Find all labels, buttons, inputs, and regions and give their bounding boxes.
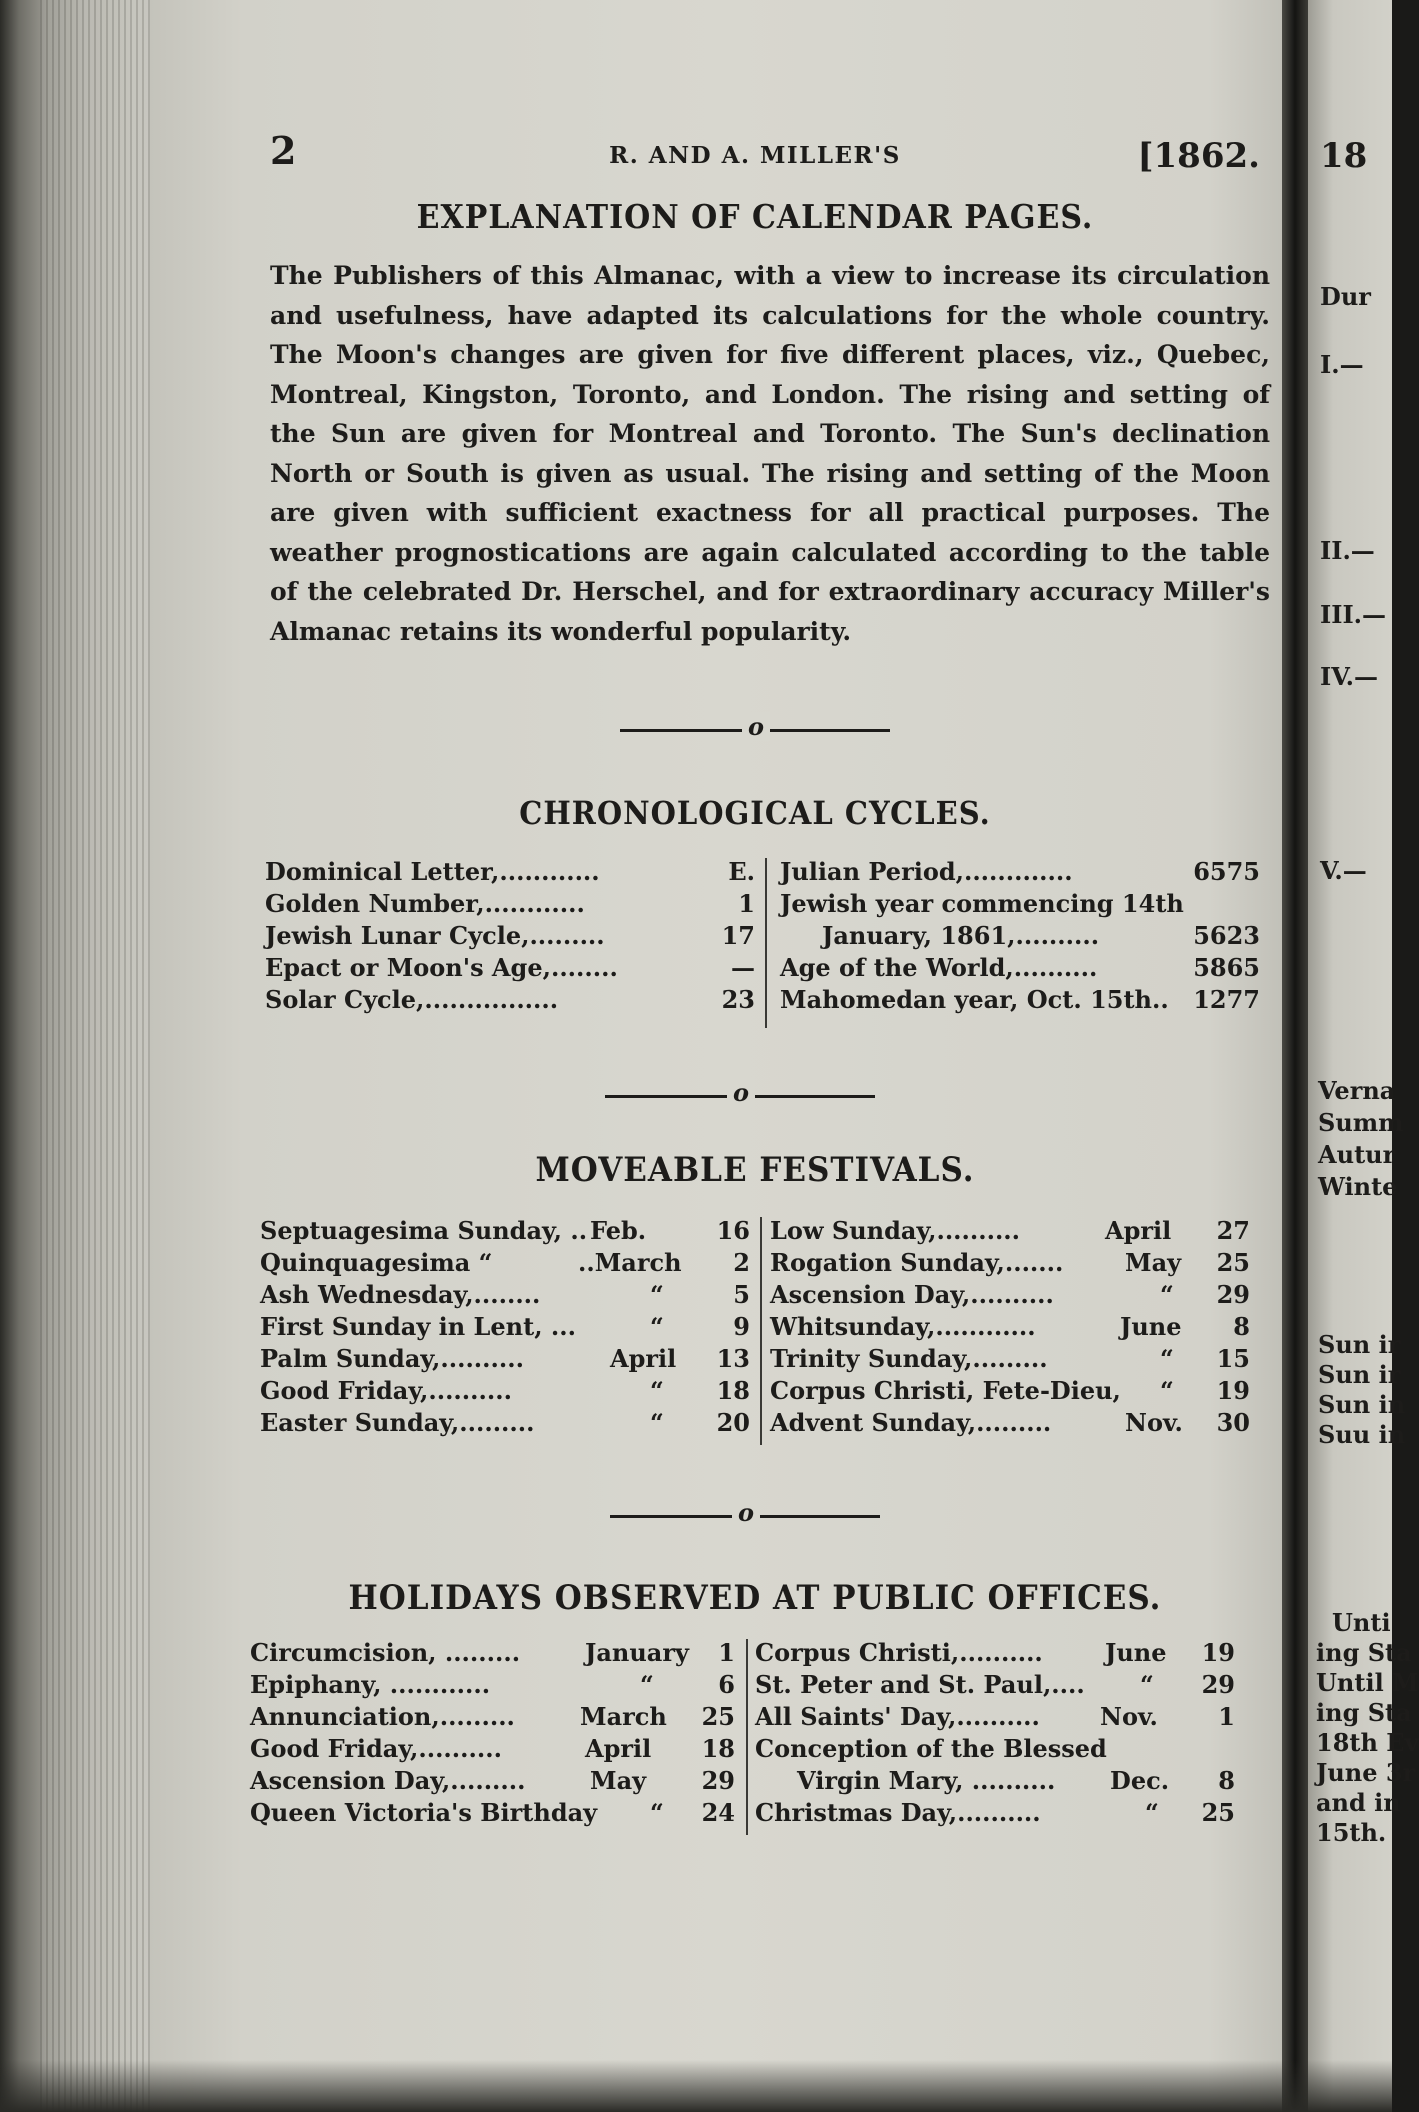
holiday-label: St. Peter and St. Paul,.... [755, 1670, 1085, 1699]
festival-month: April [610, 1344, 677, 1373]
cycle-value: E. [728, 857, 755, 886]
festival-day: 25 [1216, 1248, 1250, 1277]
holiday-day: 1 [718, 1638, 735, 1667]
cycle-label: Age of the World,.......... [780, 953, 1098, 982]
cycle-value: 1 [738, 889, 755, 918]
list-item [250, 1765, 735, 1797]
cycle-label: Mahomedan year, Oct. 15th.. [780, 985, 1169, 1014]
cycle-value: 6575 [1193, 857, 1260, 886]
next-page-line: Unti [1332, 1608, 1391, 1637]
festival-day: 18 [716, 1376, 750, 1405]
list-item [260, 1215, 750, 1247]
list-item [250, 1637, 735, 1669]
festival-month: April [1105, 1216, 1172, 1245]
column-rule [765, 858, 767, 1028]
holiday-day: 25 [1201, 1798, 1235, 1827]
festival-month: “ [650, 1280, 664, 1309]
cycle-label: Golden Number,............ [265, 889, 585, 918]
festival-day: 30 [1216, 1408, 1250, 1437]
cycle-value: 1277 [1193, 985, 1260, 1014]
next-page-line: 15th. [1316, 1818, 1387, 1847]
holiday-day: 19 [1201, 1638, 1235, 1667]
holiday-label: Ascension Day,......... [250, 1766, 526, 1795]
next-page-line: ing Sta [1316, 1698, 1412, 1727]
list-item [780, 920, 1260, 952]
holiday-day: 18 [701, 1734, 735, 1763]
cycle-value: 17 [721, 921, 755, 950]
festival-month: “ [1160, 1344, 1174, 1373]
list-item [260, 1311, 750, 1343]
holiday-label: Annunciation,......... [250, 1702, 515, 1731]
festivals-right-column [770, 1215, 1250, 1439]
list-item [265, 952, 755, 984]
festival-label: Ascension Day,.......... [770, 1280, 1054, 1309]
list-item [260, 1407, 750, 1439]
next-page-line: Summ [1318, 1108, 1404, 1137]
holiday-label: Virgin Mary, .......... [797, 1766, 1056, 1795]
holiday-label: Corpus Christi,.......... [755, 1638, 1043, 1667]
next-page-line: Dur [1320, 282, 1371, 311]
explanation-paragraph: The Publishers of this Almanac, with a view to increase its circulation and usefulness, have adapted its calculations for the whole country. The Moon's changes are given for five different places, viz., Quebec, Montreal, Kingston, Toronto, and London. The rising and setting of the Sun are given for Montreal and Toronto. The Sun's declination North or South is given as usual. The rising and setting of the Moon are given with sufficient exactness for all practical purposes. The weather prognostications are again calculated according to the table of the celebrated Dr. Herschel, and for extraordinary accuracy Miller's Almanac retains its wonderful popularity. [270, 261, 1270, 646]
section-divider [605, 1078, 875, 1108]
holiday-month: Nov. [1100, 1702, 1158, 1731]
festival-month: May [1125, 1248, 1182, 1277]
holiday-day: 6 [718, 1670, 735, 1699]
next-page-line: Verna [1318, 1076, 1396, 1105]
cycle-label: Epact or Moon's Age,........ [265, 953, 618, 982]
book-gutter [1282, 0, 1308, 2112]
cycle-value: 5623 [1193, 921, 1260, 950]
festival-day: 29 [1216, 1280, 1250, 1309]
running-head-title: R. AND A. MILLER'S [609, 142, 901, 169]
festival-label: Good Friday,.......... [260, 1376, 512, 1405]
list-item [260, 1375, 750, 1407]
holiday-month: January [585, 1638, 689, 1667]
page-number: 2 [270, 128, 297, 173]
festivals-left-column [260, 1215, 750, 1439]
divider-ornament: o [742, 712, 770, 741]
festival-label: Advent Sunday,......... [770, 1408, 1052, 1437]
next-page-line: V.— [1320, 856, 1367, 885]
holiday-label: All Saints' Day,.......... [755, 1702, 1040, 1731]
list-item [260, 1343, 750, 1375]
list-item [755, 1637, 1235, 1669]
next-page-line: ing Sta [1316, 1638, 1412, 1667]
festival-label: Septuagesima Sunday, .. [260, 1216, 588, 1245]
running-head [250, 128, 1260, 178]
divider-ornament: o [732, 1498, 760, 1527]
list-item [770, 1311, 1250, 1343]
holiday-label: Circumcision, ......... [250, 1638, 521, 1667]
next-page-line: Autur [1318, 1140, 1396, 1169]
next-page-line: I.— [1320, 350, 1364, 379]
holiday-day: 24 [701, 1798, 735, 1827]
holiday-month: June [1105, 1638, 1167, 1667]
festival-label: Palm Sunday,.......... [260, 1344, 524, 1373]
chronological-cycles-table [265, 856, 1260, 1036]
next-page-line: and in [1316, 1788, 1401, 1817]
next-page-line: June 3r [1316, 1758, 1416, 1787]
festival-label: Corpus Christi, Fete-Dieu, [770, 1376, 1121, 1405]
cycle-label: January, 1861,.......... [822, 921, 1100, 950]
festival-month: Nov. [1125, 1408, 1183, 1437]
holidays-heading: HOLIDAYS OBSERVED AT PUBLIC OFFICES. [348, 1578, 1162, 1618]
running-head-year: [1862. [1137, 136, 1260, 176]
list-item [755, 1797, 1235, 1829]
festival-label: Low Sunday,.......... [770, 1216, 1021, 1245]
holiday-label: Epiphany, ............ [250, 1670, 491, 1699]
list-item [250, 1701, 735, 1733]
festival-month: June [1120, 1312, 1182, 1341]
festival-day: 9 [733, 1312, 750, 1341]
cycle-value: 5865 [1193, 953, 1260, 982]
list-item [755, 1765, 1235, 1797]
list-item [265, 888, 755, 920]
festival-day: 16 [716, 1216, 750, 1245]
next-page-line: Winte [1318, 1172, 1398, 1201]
moveable-festivals-heading: MOVEABLE FESTIVALS. [535, 1150, 975, 1190]
section-divider [610, 1498, 880, 1528]
cycle-value: — [731, 953, 755, 982]
chronological-cycles-heading: CHRONOLOGICAL CYCLES. [519, 794, 991, 832]
page-right-partial [1308, 0, 1419, 2112]
moveable-festivals-table [260, 1215, 1260, 1455]
holiday-day: 25 [701, 1702, 735, 1731]
festival-day: 2 [733, 1248, 750, 1277]
chrono-left-column [265, 856, 755, 1016]
next-page-year: 18 [1320, 136, 1368, 176]
list-item [780, 888, 1260, 920]
next-page-line: Until M [1316, 1668, 1419, 1697]
next-page-line: II.— [1320, 536, 1375, 565]
holiday-label: Queen Victoria's Birthday [250, 1798, 598, 1827]
next-page-line: Sun ir [1318, 1330, 1401, 1359]
chrono-right-column [780, 856, 1260, 1016]
holiday-day: 29 [701, 1766, 735, 1795]
list-item [755, 1669, 1235, 1701]
holiday-day: 29 [1201, 1670, 1235, 1699]
festival-month: “ [1160, 1376, 1174, 1405]
festival-day: 19 [1216, 1376, 1250, 1405]
list-item [260, 1279, 750, 1311]
list-item [770, 1407, 1250, 1439]
festival-label: First Sunday in Lent, ... [260, 1312, 576, 1341]
next-page-line: Suu in [1318, 1420, 1406, 1449]
list-item [265, 920, 755, 952]
festival-day: 20 [716, 1408, 750, 1437]
cycle-label: Julian Period,............. [780, 857, 1073, 886]
column-rule [760, 1217, 762, 1445]
list-item [780, 984, 1260, 1016]
list-item [755, 1733, 1235, 1765]
festival-day: 5 [733, 1280, 750, 1309]
festival-month: Feb. [590, 1216, 647, 1245]
festival-day: 15 [1216, 1344, 1250, 1373]
cycle-value: 23 [721, 985, 755, 1014]
holiday-label: Christmas Day,.......... [755, 1798, 1041, 1827]
column-rule [746, 1639, 748, 1835]
holidays-left-column [250, 1637, 735, 1829]
list-item [770, 1343, 1250, 1375]
next-page-line: 18th Ev [1316, 1728, 1419, 1757]
festival-label: Quinquagesima “ [260, 1248, 493, 1277]
festival-label: Ash Wednesday,........ [260, 1280, 541, 1309]
holiday-month: “ [1145, 1798, 1159, 1827]
holiday-day: 1 [1218, 1702, 1235, 1731]
next-page-line: Sun in [1318, 1390, 1406, 1419]
list-item [770, 1247, 1250, 1279]
list-item [260, 1247, 750, 1279]
festival-month: “ [650, 1376, 664, 1405]
holiday-month: April [585, 1734, 652, 1763]
list-item [780, 856, 1260, 888]
holiday-month: Dec. [1110, 1766, 1170, 1795]
cycle-label: Solar Cycle,................ [265, 985, 559, 1014]
festival-day: 13 [716, 1344, 750, 1373]
festival-label: Easter Sunday,......... [260, 1408, 535, 1437]
holiday-label: Conception of the Blessed [755, 1734, 1107, 1763]
scan-bottom-shadow [0, 2060, 1392, 2112]
holiday-label: Good Friday,.......... [250, 1734, 502, 1763]
festival-month: “ [650, 1312, 664, 1341]
list-item [265, 984, 755, 1016]
festival-month: ..March [578, 1248, 682, 1277]
festival-month: “ [1160, 1280, 1174, 1309]
explanation-heading: EXPLANATION OF CALENDAR PAGES. [416, 198, 1094, 237]
divider-ornament: o [727, 1078, 755, 1107]
holiday-month: “ [1140, 1670, 1154, 1699]
holidays-table [250, 1637, 1260, 1847]
list-item [755, 1701, 1235, 1733]
list-item [780, 952, 1260, 984]
holiday-month: May [590, 1766, 647, 1795]
list-item [250, 1797, 735, 1829]
holiday-month: “ [640, 1670, 654, 1699]
section-divider [620, 712, 890, 742]
next-page-line: IV.— [1320, 662, 1379, 691]
holiday-month: “ [650, 1798, 664, 1827]
cycle-label: Jewish year commencing 14th [780, 889, 1184, 918]
next-page-line: III.— [1320, 600, 1387, 629]
next-page-line: Sun ir [1318, 1360, 1401, 1389]
holiday-month: March [580, 1702, 667, 1731]
festival-month: “ [650, 1408, 664, 1437]
festival-label: Trinity Sunday,......... [770, 1344, 1048, 1373]
festival-label: Rogation Sunday,....... [770, 1248, 1064, 1277]
festival-day: 27 [1216, 1216, 1250, 1245]
festival-day: 8 [1233, 1312, 1250, 1341]
holiday-day: 8 [1218, 1766, 1235, 1795]
list-item [770, 1375, 1250, 1407]
list-item [265, 856, 755, 888]
festival-label: Whitsunday,............ [770, 1312, 1036, 1341]
list-item [250, 1733, 735, 1765]
cycle-label: Jewish Lunar Cycle,......... [265, 921, 605, 950]
list-item [770, 1279, 1250, 1311]
list-item [770, 1215, 1250, 1247]
cycle-label: Dominical Letter,............ [265, 857, 600, 886]
list-item [250, 1669, 735, 1701]
holidays-right-column [755, 1637, 1235, 1829]
